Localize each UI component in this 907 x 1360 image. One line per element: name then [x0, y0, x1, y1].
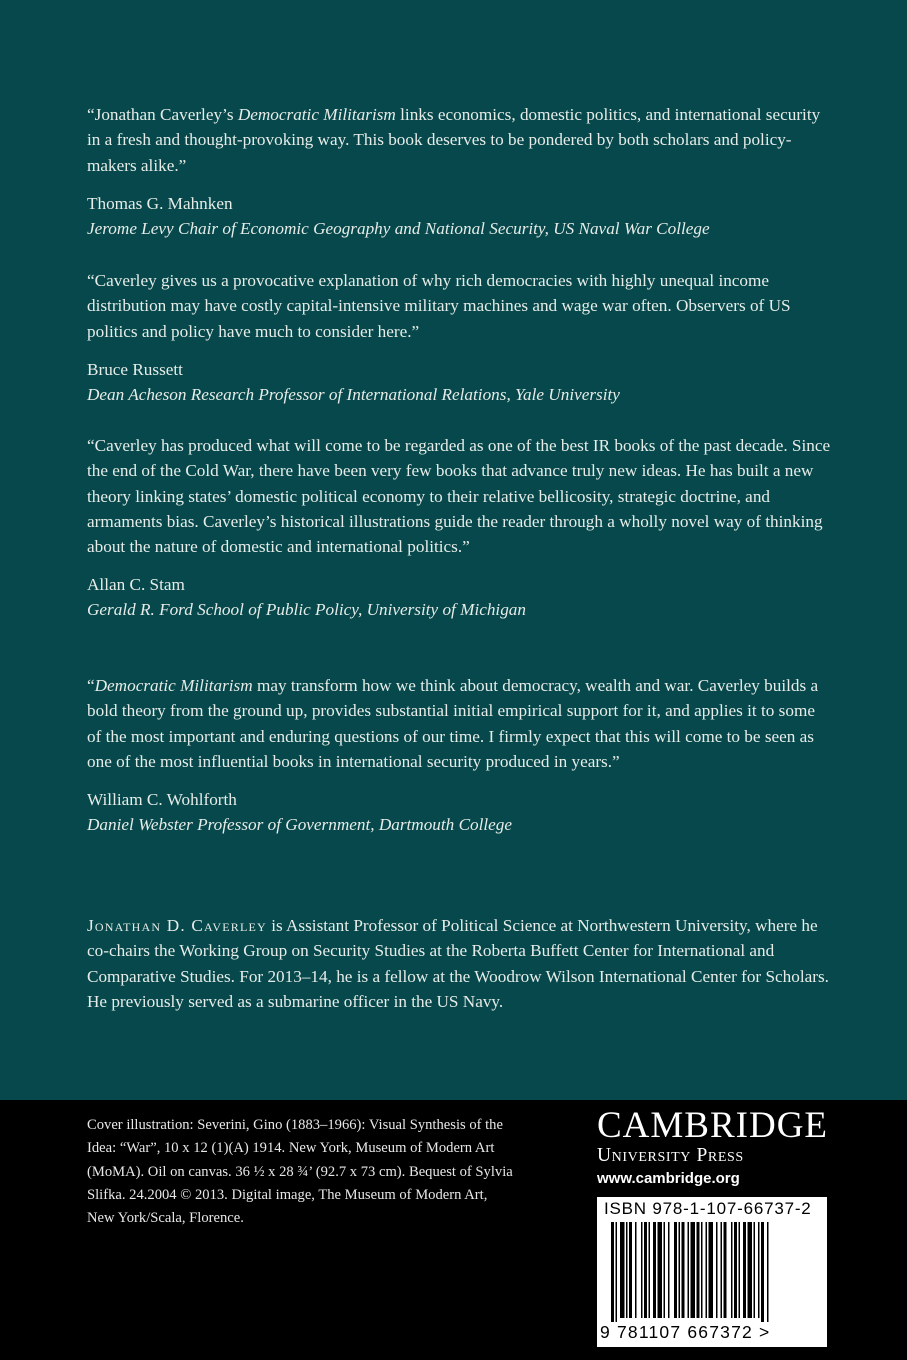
reviewer-affiliation: Gerald R. Ford School of Public Policy, University of Michigan [87, 600, 526, 620]
review-3 [87, 433, 832, 622]
back-cover-footer [0, 1100, 907, 1360]
publisher-subname: University Press [597, 1145, 744, 1166]
author-name: Jonathan D. Caverley [87, 916, 267, 935]
reviewer-affiliation: Dean Acheson Research Professor of International Relations, Yale University [87, 384, 620, 404]
cambridge-logo [597, 1106, 827, 1187]
barcode-icon [611, 1222, 811, 1322]
review-quote: “Jonathan Caverley’s Democratic Militarism links economics, domestic politics, and international security in a fresh and thought-provoking way. This book deserves to be pondered by both scholars and policy-makers alike.” [87, 105, 821, 175]
author-bio [87, 913, 832, 1014]
isbn-label: ISBN 978-1-107-66737-2 [604, 1199, 812, 1218]
review-quote: “Democratic Militarism may transform how we think about democracy, wealth and war. Caverley builds a bold theory from the ground up, provides substantial initial empirical support for it, and applies it to some of the most important and enduring questions of our time. I firmly expect that this will come to be seen as one of the most influential books in international security produced in years.” [87, 676, 819, 771]
reviewer-name: Allan C. Stam [87, 575, 185, 595]
isbn-barcode [597, 1197, 827, 1347]
review-quote: “Caverley gives us a provocative explanation of why rich democracies with highly unequal income distribution may have costly capital-intensive military machines and wage war often. Observers of US politics and policy have much to consider here.” [87, 271, 791, 341]
publisher-name: CAMBRIDGE [597, 1105, 829, 1146]
reviewer-name: William C. Wohlforth [87, 790, 237, 810]
reviewer-name: Thomas G. Mahnken [87, 193, 233, 213]
review-2 [87, 268, 832, 407]
cover-illustration-credit: Cover illustration: Severini, Gino (1883–1966): Visual Synthesis of the Idea: “War”, 10 x 12 (1)(A) 1914. New York, Museum of Modern Art (MoMA). Oil on canvas. 36 ½ x 28 ¾’ (92.7 x 73 cm). Bequest of Sylvia Slifka. 24.2004 © 2013. Digital image, The Museum of Modern Art, New York/Scala, Florence. [87, 1117, 513, 1227]
reviewer-affiliation: Daniel Webster Professor of Government, Dartmouth College [87, 815, 513, 835]
reviewer-name: Bruce Russett [87, 359, 183, 379]
review-quote: “Caverley has produced what will come to be regarded as one of the best IR books of the past decade. Since the end of the Cold War, there have been very few books that advance truly new ideas. He has built a new theory linking states’ domestic political economy to their relative bellicosity, strategic doctrine, and armaments bias. Caverley’s historical illustrations guide the reader through a wholly novel way of thinking about the nature of domestic and international politics.” [87, 436, 831, 557]
barcode-digits: 9 781107 667372 > [600, 1322, 771, 1342]
publisher-url: www.cambridge.org [597, 1170, 740, 1187]
reviewer-affiliation: Jerome Levy Chair of Economic Geography and National Security, US Naval War College [87, 218, 710, 238]
review-4 [87, 673, 832, 837]
bio-text: Jonathan D. Caverley is Assistant Professor of Political Science at Northwestern University, where he co-chairs the Working Group on Security Studies at the Roberta Buffett Center for International and Comparative Studies. For 2013–14, he is a fellow at the Woodrow Wilson International Center for Scholars. He previously served as a submarine officer in the US Navy. [87, 916, 829, 1011]
review-1 [87, 102, 832, 241]
